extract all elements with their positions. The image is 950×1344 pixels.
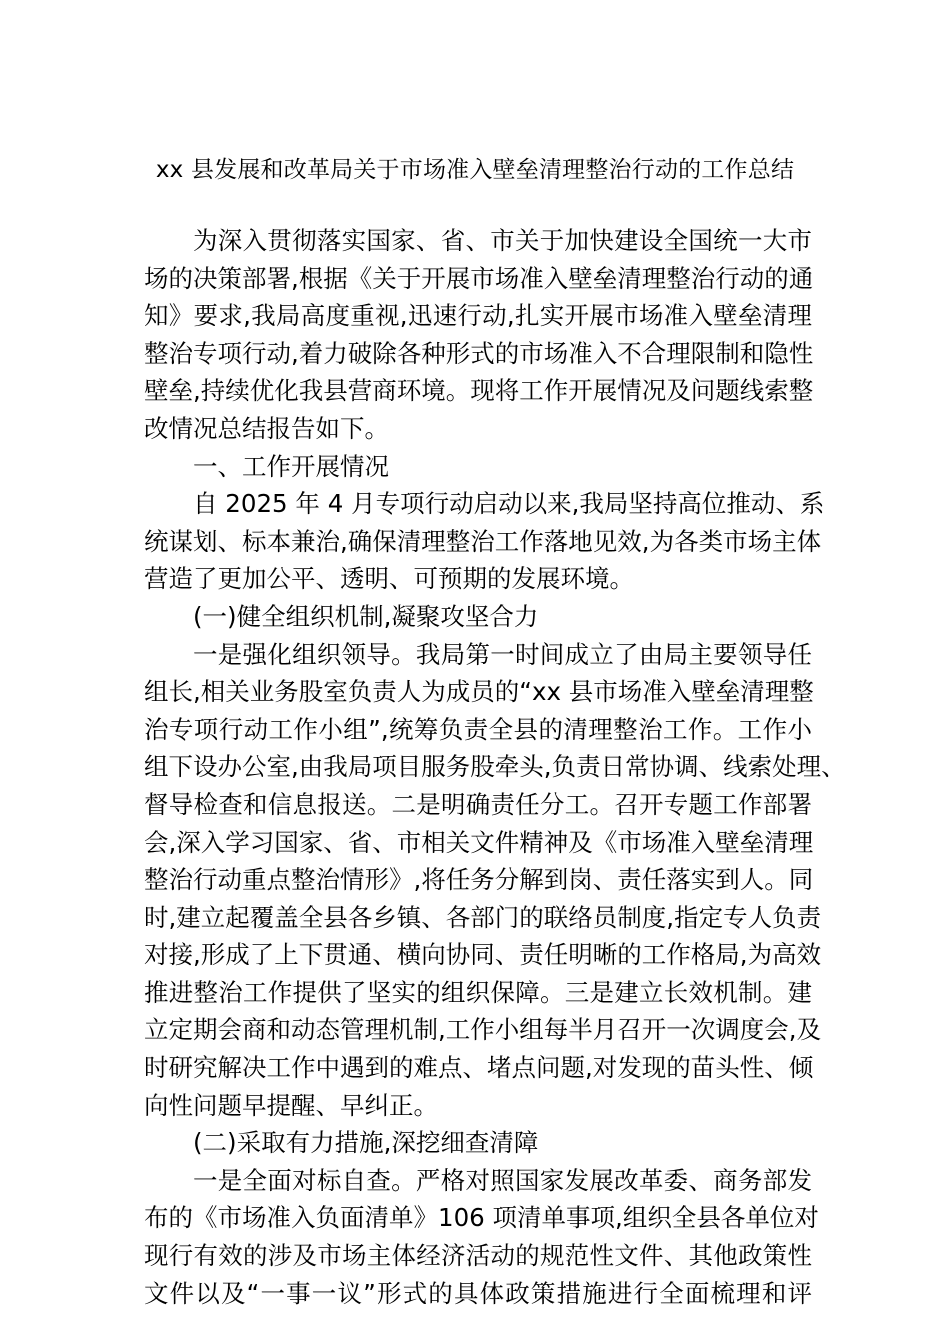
- body-line: 整治专项行动,着力破除各种形式的市场准入不合理限制和隐性: [144, 338, 814, 368]
- body-line: 统谋划、标本兼治,确保清理整治工作落地见效,为各类市场主体: [144, 526, 822, 556]
- body-line: 文件以及“一事一议”形式的具体政策措施进行全面梳理和评: [144, 1278, 812, 1308]
- body-line: 为深入贯彻落实国家、省、市关于加快建设全国统一大市: [193, 226, 812, 255]
- body-line: 布的《市场准入负面清单》106 项清单事项,组织全县各单位对: [144, 1203, 819, 1233]
- body-line: 一、工作开展情况: [193, 451, 389, 481]
- body-line: 治专项行动工作小组”,统筹负责全县的清理整治工作。工作小: [144, 714, 812, 744]
- body-line: 改情况总结报告如下。: [144, 413, 389, 443]
- body-line: 一是强化组织领导。我局第一时间成立了由局主要领导任: [193, 639, 812, 669]
- body-line: 自 2025 年 4 月专项行动启动以来,我局坚持高位推动、系: [193, 489, 825, 519]
- body-line: 会,深入学习国家、省、市相关文件精神及《市场准入壁垒清理: [144, 827, 814, 857]
- body-line: 知》要求,我局高度重视,迅速行动,扎实开展市场准入壁垒清理: [144, 301, 812, 331]
- body-line: 营造了更加公平、透明、可预期的发展环境。: [144, 564, 634, 594]
- body-line: 推进整治工作提供了坚实的组织保障。三是建立长效机制。建: [144, 977, 812, 1007]
- document-body: [144, 222, 846, 1312]
- body-line: 时研究解决工作中遇到的难点、堵点问题,对发现的苗头性、倾: [144, 1053, 814, 1083]
- body-line: (一)健全组织机制,凝聚攻坚合力: [193, 601, 539, 631]
- body-line: 整治行动重点整治情形》,将任务分解到岗、责任落实到人。同: [144, 865, 814, 895]
- body-line: 对接,形成了上下贯通、横向协同、责任明晰的工作格局,为高效: [144, 940, 822, 970]
- body-line: 现行有效的涉及市场主体经济活动的规范性文件、其他政策性: [144, 1241, 812, 1271]
- body-line: 时,建立起覆盖全县各乡镇、各部门的联络员制度,指定专人负责: [144, 902, 822, 932]
- body-line: 组长,相关业务股室负责人为成员的“xx 县市场准入壁垒清理整: [144, 677, 814, 707]
- body-line: 立定期会商和动态管理机制,工作小组每半月召开一次调度会,及: [144, 1015, 822, 1045]
- body-line: 一是全面对标自查。严格对照国家发展改革委、商务部发: [193, 1165, 812, 1195]
- body-line: 场的决策部署,根据《关于开展市场准入壁垒清理整治行动的通: [144, 263, 814, 293]
- body-line: (二)采取有力措施,深挖细查清障: [193, 1128, 539, 1158]
- body-line: 壁垒,持续优化我县营商环境。现将工作开展情况及问题线索整: [144, 376, 814, 406]
- body-line: 组下设办公室,由我局项目服务股牵头,负责日常协调、线索处理、: [144, 752, 846, 782]
- body-line: 督导检查和信息报送。二是明确责任分工。召开专题工作部署: [144, 789, 812, 819]
- document-title: xx 县发展和改革局关于市场准入壁垒清理整治行动的工作总结: [155, 157, 795, 183]
- body-line: 向性问题早提醒、早纠正。: [144, 1090, 438, 1120]
